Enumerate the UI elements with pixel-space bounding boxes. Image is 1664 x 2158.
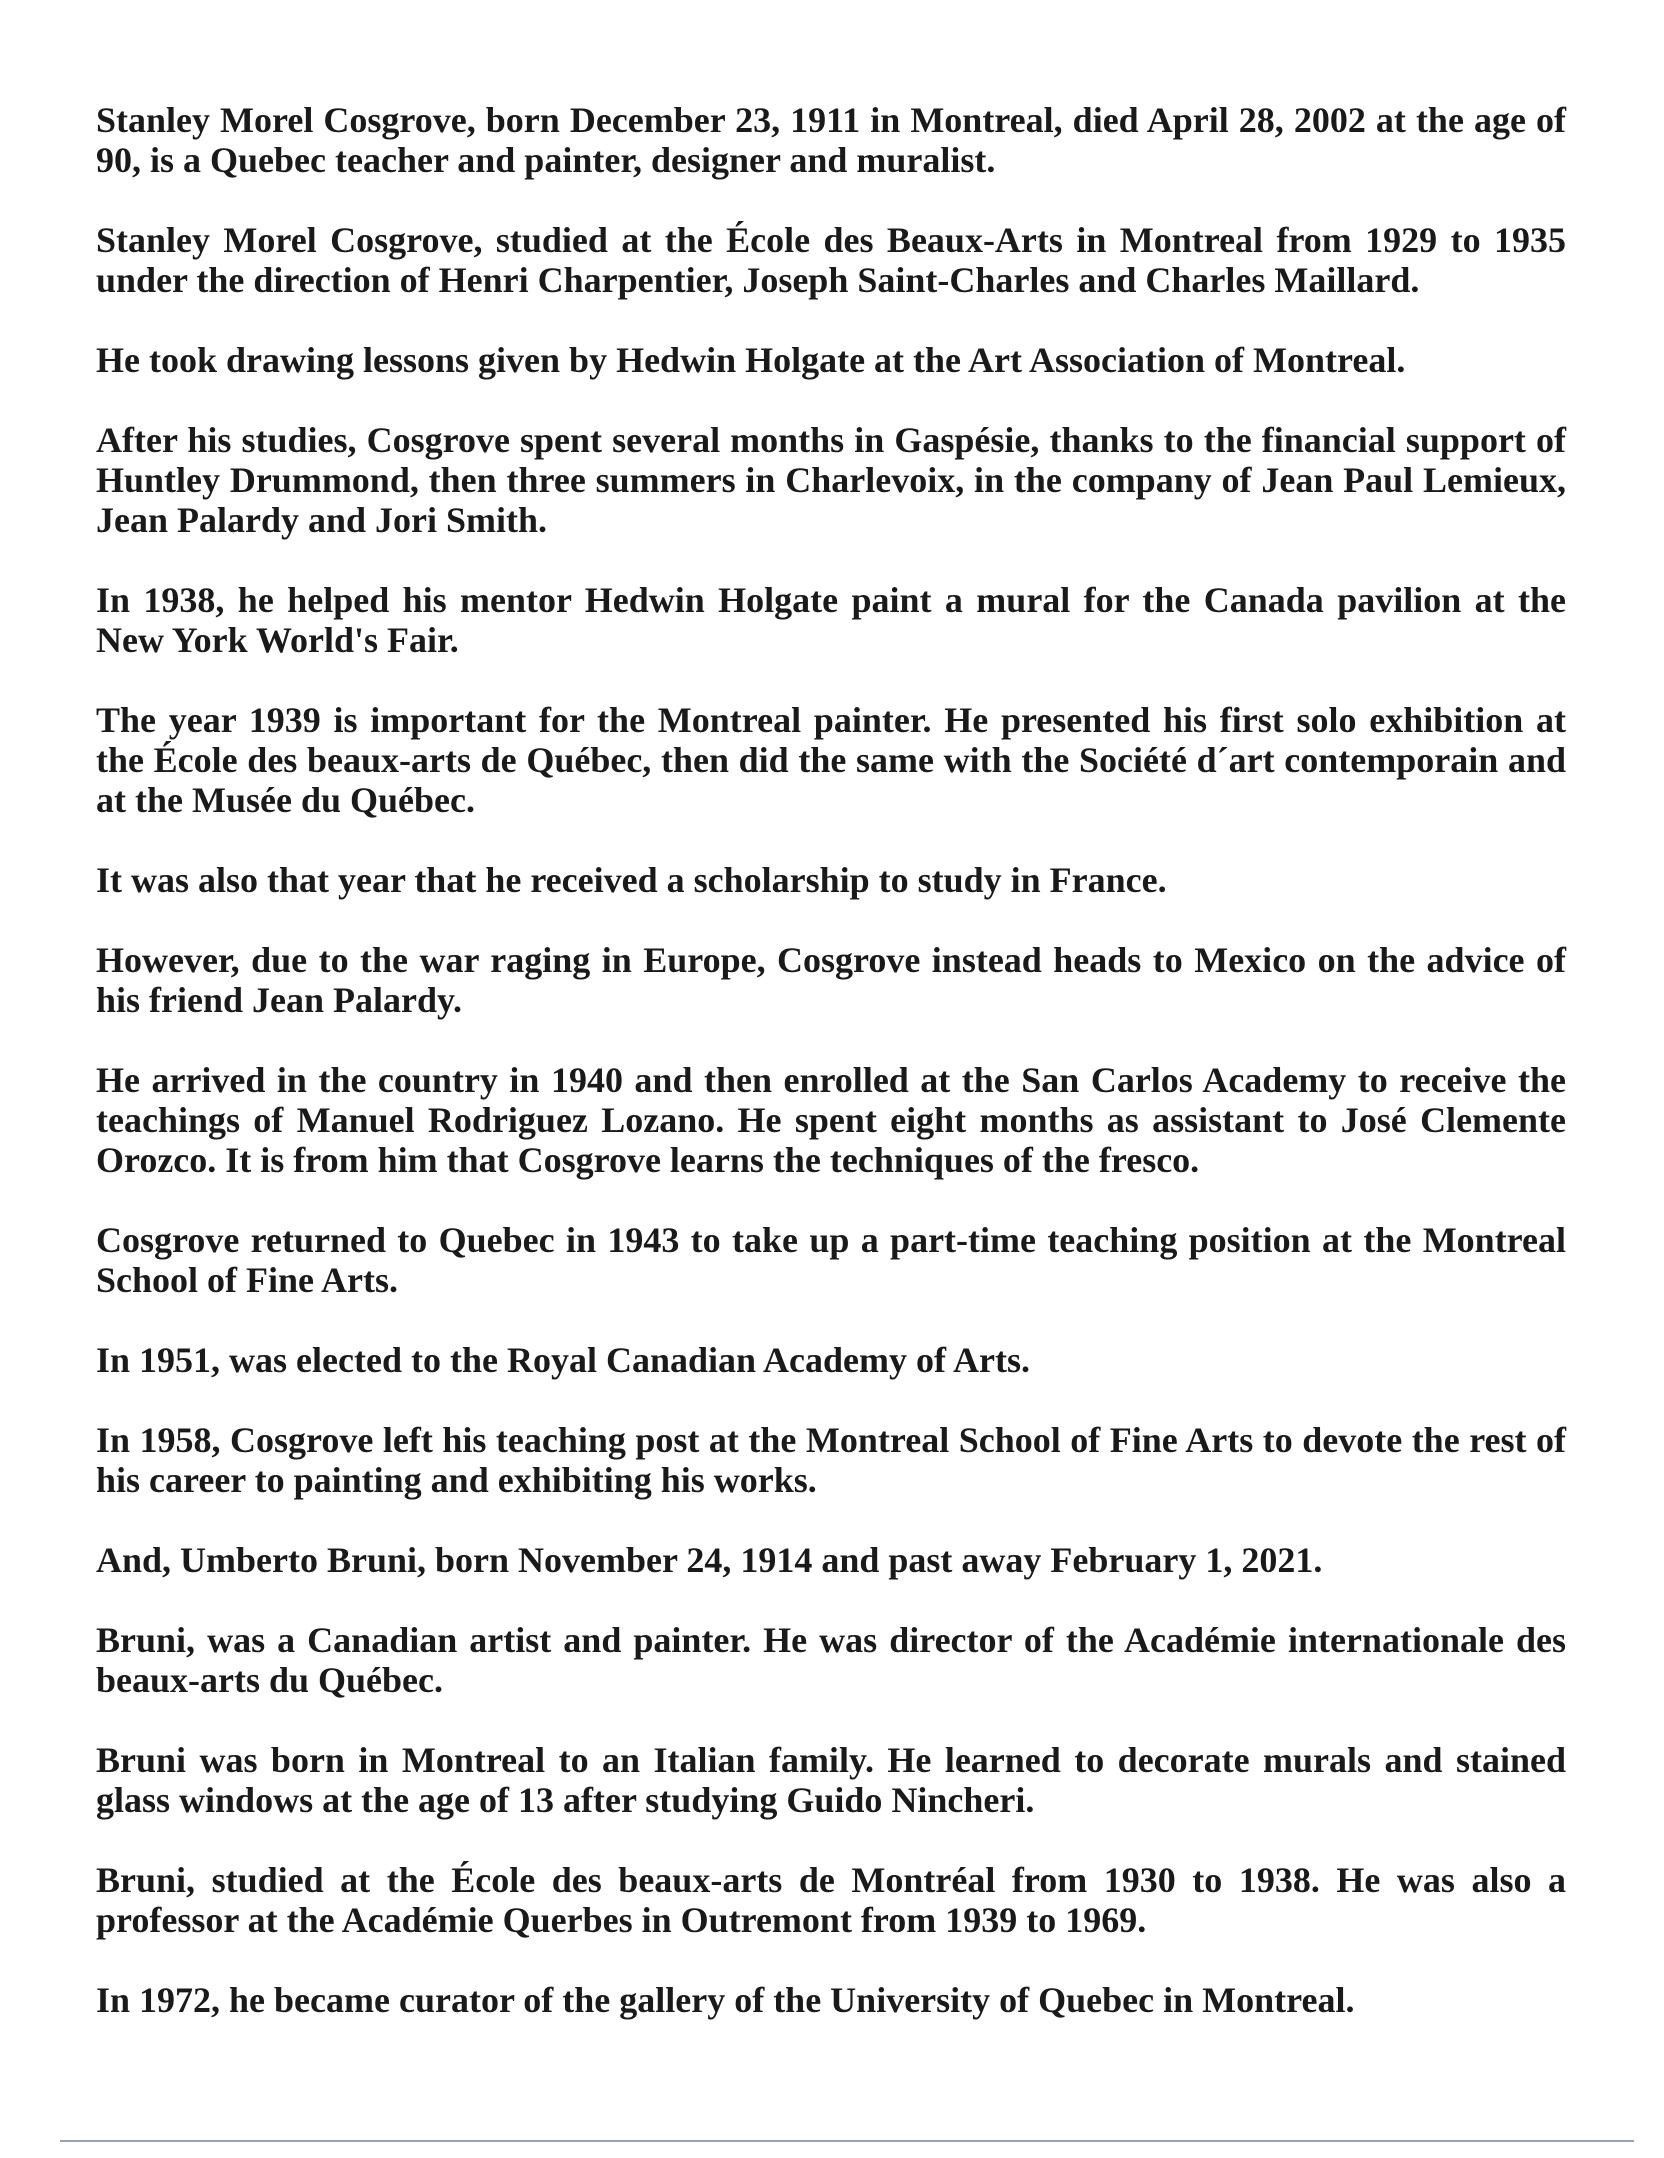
paragraph-bruni-intro: And, Umberto Bruni, born November 24, 1914 and past away February 1, 2021. — [96, 1540, 1323, 1580]
paragraph-drawing-lessons: He took drawing lessons given by Hedwin Holgate at the Art Association of Montreal. — [96, 340, 1406, 380]
paragraph-scholarship: It was also that year that he received a scholarship to study in France. — [96, 860, 1167, 900]
paragraph-mexico: However, due to the war raging in Europe, Cosgrove instead heads to Mexico on the advice of his friend Jean Palardy. — [96, 940, 1566, 1020]
bottom-scan-edge — [60, 2140, 1634, 2142]
paragraph-1939-exhibition: The year 1939 is important for the Montreal painter. He presented his first solo exhibition at the École des beaux-arts de Québec, then did the same with the Société d´art contemporain and at the Musée du Québec. — [96, 700, 1566, 820]
paragraph-bruni-family: Bruni was born in Montreal to an Italian family. He learned to decorate murals and stained glass windows at the age of 13 after studying Guido Nincheri. — [96, 1740, 1566, 1820]
paragraph-1938-mural: In 1938, he helped his mentor Hedwin Holgate paint a mural for the Canada pavilion at the New York World's Fair. — [96, 580, 1566, 660]
paragraph-san-carlos: He arrived in the country in 1940 and then enrolled at the San Carlos Academy to receive the teachings of Manuel Rodriguez Lozano. He spent eight months as assistant to José Clemente Orozco. It is from him that Cosgrove learns the techniques of the fresco. — [96, 1060, 1566, 1180]
paragraph-1951-academy: In 1951, was elected to the Royal Canadian Academy of Arts. — [96, 1340, 1030, 1380]
paragraph-studies: Stanley Morel Cosgrove, studied at the École des Beaux-Arts in Montreal from 1929 to 1935 under the direction of Henri Charpentier, Joseph Saint-Charles and Charles Maillard. — [96, 220, 1566, 300]
paragraph-bruni-director: Bruni, was a Canadian artist and painter. He was director of the Académie internationale des beaux-arts du Québec. — [96, 1620, 1566, 1700]
document-body — [96, 100, 1566, 2020]
paragraph-intro: Stanley Morel Cosgrove, born December 23, 1911 in Montreal, died April 28, 2002 at the age of 90, is a Quebec teacher and painter, designer and muralist. — [96, 100, 1566, 180]
paragraph-return-1943: Cosgrove returned to Quebec in 1943 to take up a part-time teaching position at the Montreal School of Fine Arts. — [96, 1220, 1566, 1300]
paragraph-1958-career: In 1958, Cosgrove left his teaching post at the Montreal School of Fine Arts to devote the rest of his career to painting and exhibiting his works. — [96, 1420, 1566, 1500]
paragraph-bruni-studies: Bruni, studied at the École des beaux-arts de Montréal from 1930 to 1938. He was also a professor at the Académie Querbes in Outremont from 1939 to 1969. — [96, 1860, 1566, 1940]
paragraph-gaspesie: After his studies, Cosgrove spent several months in Gaspésie, thanks to the financial support of Huntley Drummond, then three summers in Charlevoix, in the company of Jean Paul Lemieux, Jean Palardy and Jori Smith. — [96, 420, 1566, 540]
paragraph-bruni-curator: In 1972, he became curator of the gallery of the University of Quebec in Montreal. — [96, 1980, 1355, 2020]
